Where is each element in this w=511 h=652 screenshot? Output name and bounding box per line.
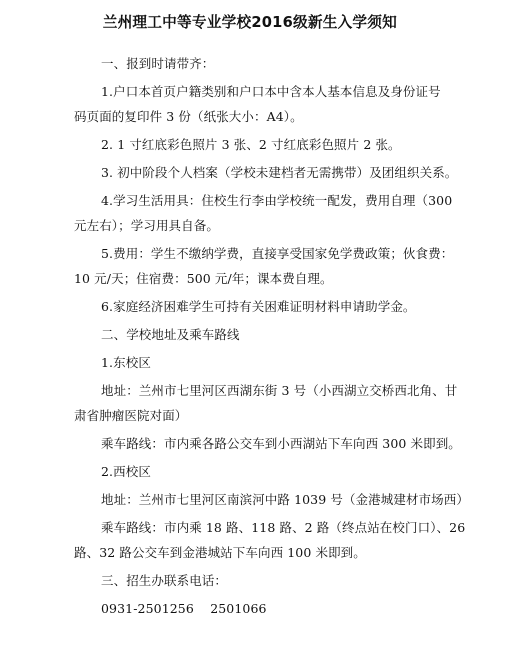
east-campus-route: 乘车路线：市内乘各路公交车到小西湖站下车向西 300 米即到。 — [101, 436, 461, 451]
east-campus-address-line-2: 肃省肿瘤医院对面） — [74, 408, 188, 423]
item-3: 3. 初中阶段个人档案（学校未建档者无需携带）及团组织关系。 — [101, 165, 458, 180]
west-campus-route-line-1: 乘车路线：市内乘 18 路、118 路、2 路（终点站在校门口）、26 — [101, 520, 466, 535]
document-title: 兰州理工中等专业学校2016级新生入学须知 — [102, 13, 398, 31]
item-4-line-2: 元左右）；学习用具自备。 — [74, 218, 219, 233]
section-heading-address: 二、学校地址及乘车路线 — [101, 327, 240, 342]
east-campus-address-line-1: 地址：兰州市七里河区西湖东街 3 号（小西湖立交桥西北角、甘 — [101, 383, 458, 398]
item-5-line-1: 5.费用：学生不缴纳学费，直接享受国家免学费政策；伙食费： — [101, 246, 454, 261]
item-5-line-2: 10 元/天；住宿费：500 元/年；课本费自理。 — [74, 271, 333, 286]
east-campus-heading: 1.东校区 — [101, 355, 151, 370]
west-campus-address: 地址：兰州市七里河区南滨河中路 1039 号（金港城建材市场西） — [101, 492, 469, 507]
item-4-line-1: 4.学习生活用具：住校生行李由学校统一配发，费用自理（300 — [101, 193, 453, 208]
section-heading-contact: 三、招生办联系电话： — [101, 573, 228, 588]
west-campus-route-line-2: 路、32 路公交车到金港城站下车向西 100 米即到。 — [74, 545, 366, 560]
item-1-line-1: 1.户口本首页户籍类别和户口本中含本人基本信息及身份证号 — [101, 84, 441, 99]
item-1-line-2: 码页面的复印件 3 份（纸张大小：A4）。 — [74, 109, 303, 124]
west-campus-heading: 2.西校区 — [101, 464, 151, 479]
item-2: 2. 1 寸红底彩色照片 3 张、2 寸红底彩色照片 2 张。 — [101, 137, 401, 152]
item-6: 6.家庭经济困难学生可持有关困难证明材料申请助学金。 — [101, 299, 416, 314]
section-heading-registration: 一、报到时请带齐： — [101, 56, 215, 71]
contact-phone-numbers: 0931-2501256 2501066 — [101, 601, 267, 616]
